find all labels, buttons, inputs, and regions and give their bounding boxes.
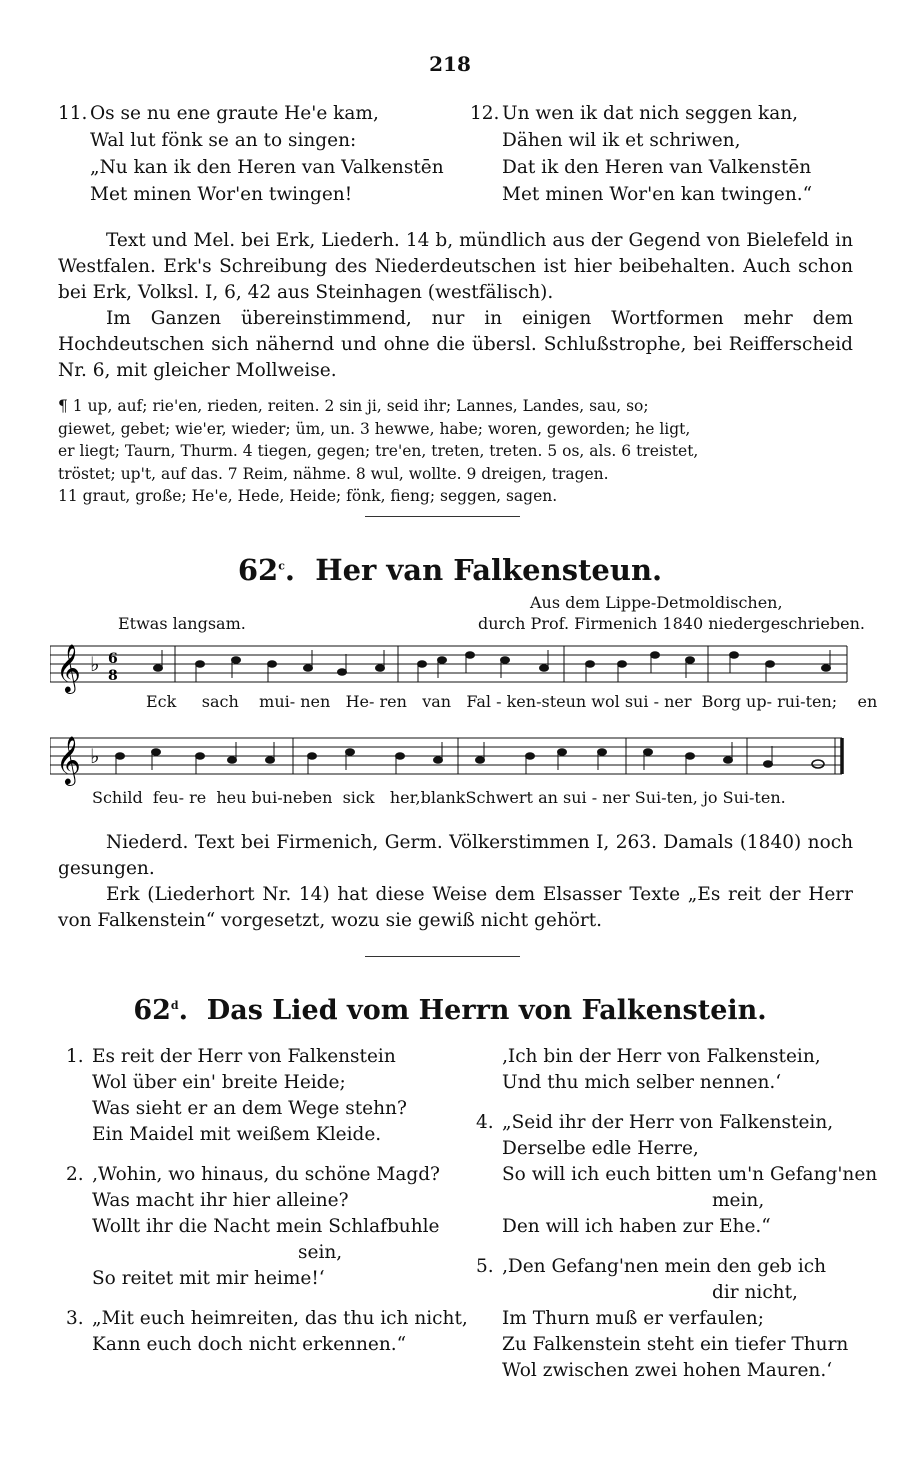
verse-line: Kann euch doch nicht erkennen.“ [92,1334,407,1355]
section-divider [365,516,520,517]
tempo-marking: Etwas langsam. [118,614,246,633]
lyrics-line-1 [146,692,877,711]
lyric-syllable: jo [702,788,718,807]
verse-line: Zu Falkenstein steht ein tiefer Thurn [502,1334,849,1355]
lyric-syllable: Fal [466,692,492,711]
source-line: Aus dem Lippe-Detmoldischen, [530,593,783,612]
stanza-number: 12. [470,103,500,124]
verse-line: Ein Maidel mit weißem Kleide. [92,1124,382,1145]
lyric-syllable: ten, [666,788,698,807]
stanza-number: 4. [476,1112,494,1133]
verse-line: Os se nu ene graute He'e kam, [90,103,379,124]
commentary-paragraph: Text und Mel. bei Erk, Liederh. 14 b, mündlich aus der Gegend von Bielefeld in Westfalen. Erk's Schreibung des Niederdeutschen ist hier beibehalten. Auch schon bei Erk, Volksl. I, 6, 42 aus Steinhagen (westfälisch). [58,230,853,303]
glossary-notes [58,395,853,508]
verse-line: ‚Ich bin der Herr von Falkenstein, [502,1046,821,1067]
verse-line: Was sieht er an dem Wege stehn? [92,1098,407,1119]
lyric-syllable: en [857,692,878,711]
verse-line: Wol zwischen zwei hohen Mauren.‘ [502,1360,833,1381]
lyric-syllable: ner [602,788,630,807]
lyric-syllable: feu- [152,788,184,807]
lyric-syllable: He- [345,692,375,711]
page-number: 218 [429,52,471,76]
lyric-syllable: ten; [805,692,838,711]
treble-clef-icon: 𝄞 [56,643,81,692]
lyric-syllable: blank [420,788,466,807]
verse-line: Dähen wil ik et schriwen, [502,130,741,151]
verse-line: ‚Den Gefang'nen mein den geb ich [502,1256,827,1277]
lyric-syllable: ner [664,692,692,711]
verse-line: Dat ik den Heren van Valkenstēn [502,157,812,178]
song-title: Das Lied vom Herrn von Falkenstein. [206,995,767,1026]
music-staff-1 [50,638,855,694]
lyric-syllable: - [591,788,598,807]
commentary-paragraph: Erk (Liederhort Nr. 14) hat diese Weise dem Elsasser Texte „Es reit der Herr von Falkenstein“ vorgesetzt, wozu sie gewiß nicht gehört. [58,884,853,931]
lyric-syllable: Sui- [634,788,667,807]
lyric-syllable: wol [591,692,620,711]
stanza-12 [470,100,870,208]
verse-line: So reitet mit mir heime!‘ [92,1268,325,1289]
verse-line: Un wen ik dat nich seggen kan, [502,103,799,124]
lyric-syllable: Schwert [465,788,533,807]
flat-sign-icon: ♭ [90,744,100,768]
lyric-syllable: ken- [506,692,542,711]
lyric-syllable: bui- [251,788,283,807]
section-title-62d: 62$^d$. Das Lied vom Herrn von Falkenstein. [133,995,767,1026]
verse-line: Was macht ihr hier alleine? [92,1190,349,1211]
glossary-line: 11 graut, große; He'e, Hede, Heide; fönk, fieng; seggen, sagen. [58,487,558,505]
lyric-syllable: Schild [92,788,143,807]
lyric-syllable: her, [389,788,421,807]
lyric-syllable: mui- [259,692,296,711]
song-right-column [476,1044,876,1384]
lyric-syllable: ren [379,692,407,711]
verse-line: „Mit euch heimreiten, das thu ich nicht, [92,1308,468,1329]
verse-line: So will ich euch bitten um'n Gefang'nen [502,1164,878,1185]
stanza-11 [58,100,458,208]
verse-line: Wollt ihr die Nacht mein Schlafbuhle [92,1216,440,1237]
stanza-number: 1. [66,1046,84,1067]
verse-line: Wol über ein' breite Heide; [92,1072,346,1093]
section-title-62c: 62$^c$. Her van Falkensteun. [237,553,663,587]
verse-line: Und thu mich selber nennen.‘ [502,1072,782,1093]
verse-line: Met minen Wor'en kan twingen.“ [502,184,813,205]
verse-line: ‚Wohin, wo hinaus, du schöne Magd? [92,1164,440,1185]
commentary-paragraph: Niederd. Text bei Firmenich, Germ. Völkerstimmen I, 263. Damals (1840) noch gesungen. [58,832,853,879]
time-signature-bottom: 8 [108,668,118,684]
verse-line: Im Thurn muß er verfaulen; [502,1308,764,1329]
glossary-line: er liegt; Taurn, Thurm. 4 tiegen, gegen; tre'en, treten, treten. 5 os, als. 6 treistet, [58,442,699,460]
lyrics-line-2 [92,788,786,807]
section-divider [365,956,520,957]
verse-line: Es reit der Herr von Falkenstein [92,1046,396,1067]
lyric-syllable: neben [282,788,333,807]
music-staff-2 [50,730,855,786]
glossary-line: tröstet; up't, auf das. 7 Reim, nähme. 8 wul, wollte. 9 dreigen, tragen. [58,464,609,483]
lyric-syllable: sach [201,692,239,711]
lyric-syllable: an [538,788,558,807]
treble-clef-icon: 𝄞 [56,735,81,784]
verse-line: Wal lut fönk se an to singen: [90,130,357,151]
lyric-syllable: steun [541,692,587,711]
flat-sign-icon: ♭ [90,652,100,676]
lyric-syllable: - [653,692,659,711]
lyric-syllable: van [422,692,452,711]
stanza-number: 5. [476,1256,494,1277]
lyric-syllable: Sui- [722,788,755,807]
lyric-syllable: sick [342,788,375,807]
section-number: 62 [133,995,171,1026]
verse-line: „Nu kan ik den Heren van Valkenstēn [90,157,444,178]
verse-line: „Seid ihr der Herr von Falkenstein, [502,1112,834,1133]
verse-line: Derselbe edle Herre, [502,1138,699,1159]
source-line: durch Prof. Firmenich 1840 niedergeschrieben. [478,614,865,633]
commentary-paragraph: Im Ganzen übereinstimmend, nur in einigen Wortformen mehr dem Hochdeutschen sich nähernd und ohne die übersl. Schlußstrophe, bei Reifferscheid Nr. 6, mit gleicher Mollweise. [58,308,853,381]
lyric-syllable: - [496,692,502,711]
stanza-number: 2. [66,1164,84,1185]
lyric-syllable: Eck [146,692,177,711]
lyric-syllable: sui [563,788,587,807]
section-suffix: d [170,999,179,1012]
verse-line: Den will ich haben zur Ehe.“ [502,1216,771,1237]
lyric-syllable: Borg [701,692,741,711]
section-suffix: c [278,559,285,573]
stanza-number: 3. [66,1308,84,1329]
song-left-column [66,1044,466,1358]
glossary-line: giewet, gebet; wie'er, wieder; üm, un. 3 hewwe, habe; woren, geworden; he ligt, [58,419,691,438]
section-number: 62 [237,553,279,587]
glossary-line: ¶ 1 up, auf; rie'en, rieden, reiten. 2 sin ji, seid ihr; Lannes, Landes, sau, so; [58,397,649,415]
verse-line: dir nicht, [712,1282,798,1303]
lyric-syllable: up- [746,692,772,711]
time-signature-top: 6 [108,651,118,667]
lyric-syllable: heu [216,788,247,807]
lyric-syllable: ten. [754,788,786,807]
lyric-syllable: sui [624,692,649,711]
song-title: Her van Falkensteun. [315,553,663,587]
lyric-syllable: rui- [777,692,806,711]
stanza-number: 11. [58,103,88,124]
verse-line: Met minen Wor'en twingen! [90,184,353,205]
verse-line: mein, [712,1190,765,1211]
verse-line: sein, [298,1242,343,1263]
lyric-syllable: re [189,788,207,807]
lyric-syllable: nen [300,692,331,711]
